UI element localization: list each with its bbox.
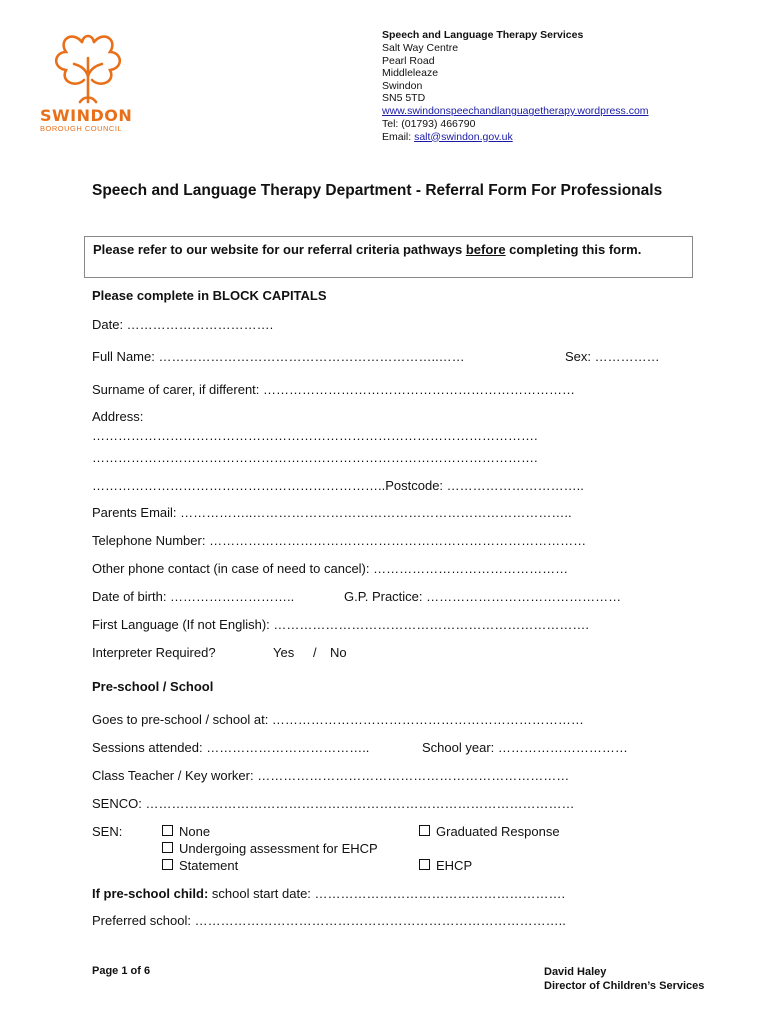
full-name-field[interactable]: Full Name: ………………………………………………………..…… [92, 349, 465, 364]
interpreter-no[interactable]: No [330, 645, 347, 660]
telephone-field[interactable]: Telephone Number: …………………………………………………………………………… [92, 533, 587, 548]
checkbox[interactable] [419, 825, 430, 836]
address-line: Pearl Road [382, 54, 435, 67]
email-label: Email: [382, 130, 415, 143]
org-name: Speech and Language Therapy Services [382, 29, 584, 41]
checkbox[interactable] [162, 825, 173, 836]
preferred-school-field[interactable]: Preferred school: ………………………………………………………………………….. [92, 913, 566, 928]
page-number: Page 1 of 6 [92, 965, 151, 977]
sen-option-statement[interactable]: Statement [162, 858, 238, 873]
address-field-line2[interactable]: …………………………………………………………………………………………. [92, 450, 538, 465]
notice-text: Please refer to our website for our referral criteria pathways before completing this form. [93, 242, 642, 257]
address-line: Swindon [382, 79, 423, 92]
logo-wordmark: SWINDON [40, 106, 133, 125]
address-line: SN5 5TD [382, 92, 426, 104]
notice-box [84, 236, 693, 278]
senco-field[interactable]: SENCO: ……………………………………………………………………………………… [92, 796, 575, 811]
signatory-role: Director of Children’s Services [544, 980, 705, 992]
first-language-field[interactable]: First Language (If not English): ………………………………………………………………. [92, 617, 589, 632]
school-year-field[interactable]: School year: ………………………… [422, 740, 628, 755]
carer-surname-field[interactable]: Surname of carer, if different: ……………………………………………………………… [92, 382, 576, 397]
email-line [382, 131, 513, 144]
school-attended-field[interactable]: Goes to pre-school / school at: ……………………………………………………………… [92, 712, 584, 727]
sen-option-graduated[interactable]: Graduated Response [419, 824, 560, 839]
preschool-start-field[interactable]: If pre-school child: school start date: …………………………………………………. [92, 886, 566, 901]
sex-field[interactable]: Sex: …………… [565, 349, 660, 364]
interpreter-separator: / [313, 645, 317, 660]
parents-email-field[interactable]: Parents Email: ……………..……………………………………………………………….. [92, 505, 572, 520]
gp-practice-field[interactable]: G.P. Practice: ……………………………………… [344, 589, 622, 604]
signatory-name: David Haley [544, 966, 607, 978]
dob-field[interactable]: Date of birth: ……………………….. [92, 589, 295, 604]
email-link[interactable]: salt@swindon.gov.uk [414, 130, 513, 143]
sen-option-ehcp[interactable]: EHCP [419, 858, 472, 873]
address-line: Salt Way Centre [382, 42, 459, 54]
checkbox[interactable] [162, 859, 173, 870]
other-phone-field[interactable]: Other phone contact (in case of need to cancel): ……………………………………… [92, 561, 569, 576]
checkbox[interactable] [419, 859, 430, 870]
page-title: Speech and Language Therapy Department - Referral Form For Professionals [92, 182, 663, 199]
sessions-field[interactable]: Sessions attended: ……………………………….. [92, 740, 370, 755]
checkbox[interactable] [162, 842, 173, 853]
interpreter-label: Interpreter Required? [92, 645, 216, 660]
notice-emphasis: before [465, 242, 506, 257]
telephone: Tel: (01793) 466790 [382, 118, 476, 130]
website-link[interactable]: www.swindonspeechandlanguagetherapy.wordpress.com [382, 105, 649, 117]
class-teacher-field[interactable]: Class Teacher / Key worker: ……………………………………………………………… [92, 768, 570, 783]
sen-option-none[interactable]: None [162, 824, 210, 839]
address-postcode-field[interactable]: …………………………………………………………..Postcode: ………………………….. [92, 478, 584, 493]
date-field[interactable]: Date: ……………………………. [92, 317, 274, 332]
section-heading-school: Pre-school / School [92, 679, 214, 694]
interpreter-yes[interactable]: Yes [273, 645, 295, 660]
address-label: Address: [92, 409, 144, 424]
address-field-line1[interactable]: …………………………………………………………………………………………. [92, 428, 538, 443]
instruction: Please complete in BLOCK CAPITALS [92, 288, 327, 303]
address-line: Middleleaze [382, 67, 439, 79]
sen-option-ehcp-assessment[interactable]: Undergoing assessment for EHCP [162, 841, 378, 856]
logo-subtitle: BOROUGH COUNCIL [40, 124, 123, 133]
sen-label: SEN: [92, 824, 123, 839]
